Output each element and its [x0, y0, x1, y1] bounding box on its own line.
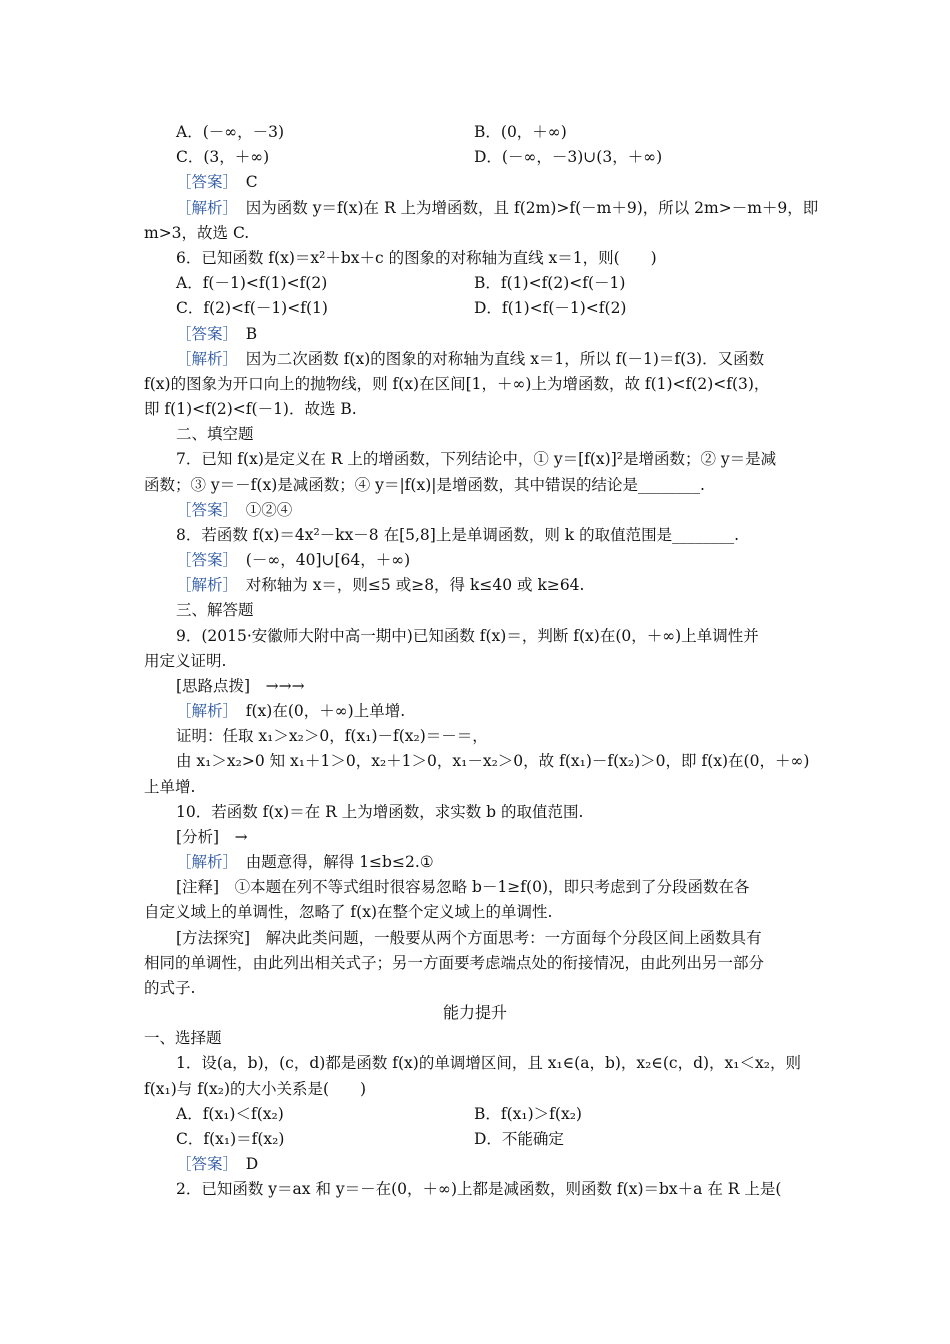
answer-tag: ［答案］ [176, 1155, 231, 1173]
analysis-line: ［解析］ 对称轴为 x＝，则≤5 或≥8，得 k≤40 或 k≥64. [176, 576, 585, 594]
answer-tag: ［答案］ [176, 501, 231, 519]
text-line: 自定义域上的单调性，忽略了 f(x)在整个定义域上的单调性. [144, 903, 553, 921]
text-line: m>3，故选 C. [144, 224, 250, 242]
option-b: B．(0，＋∞) [474, 123, 567, 141]
option-c: C．f(2)<f(－1)<f(1) [176, 299, 328, 317]
question-10: 10．若函数 f(x)＝在 R 上为增函数，求实数 b 的取值范围. [176, 803, 584, 821]
section-heading: 二、填空题 [176, 425, 254, 443]
part-title: 能力提升 [442, 1003, 507, 1022]
text-line: 上单增. [144, 778, 196, 796]
option-a: A．f(－1)<f(1)<f(2) [176, 274, 328, 292]
text-line: [方法探究] 解决此类问题，一般要从两个方面思考：一方面每个分段区间上函数具有 [176, 929, 762, 947]
answer-tag: ［答案］ [176, 325, 231, 343]
option-b: B．f(x₁)＞f(x₂) [474, 1105, 582, 1123]
section-heading: 一、选择题 [144, 1029, 222, 1047]
option-c: C．(3，＋∞) [176, 148, 270, 166]
text-line: f(x₁)与 f(x₂)的大小关系是( ) [144, 1080, 367, 1098]
option-a: A．f(x₁)＜f(x₂) [176, 1105, 284, 1123]
text-line: 相同的单调性，由此列出相关式子；另一方面要考虑端点处的衔接情况，由此列出另一部分 [144, 954, 765, 972]
text-line: 由 x₁＞x₂>0 知 x₁＋1＞0，x₂＋1＞0，x₁－x₂＞0，故 f(x₁)－f(x₂)＞0，即 f(x)在(0，＋∞) [176, 752, 810, 770]
option-b: B．f(1)<f(2)<f(－1) [474, 274, 626, 292]
option-d: D．(－∞，－3)∪(3，＋∞) [474, 148, 663, 166]
analysis-line: ［解析］ f(x)在(0，＋∞)上单增. [176, 702, 406, 720]
question-9: 9．(2015·安徽师大附中高一期中)已知函数 f(x)＝，判断 f(x)在(0，＋∞)上单调性并 [176, 627, 759, 645]
section-heading: 三、解答题 [176, 601, 254, 619]
answer-line: ［答案］ B [176, 325, 258, 343]
text-line: 即 f(1)<f(2)<f(－1)．故选 B. [144, 400, 357, 418]
text-line: 的式子. [144, 979, 196, 997]
analysis-line: ［解析］ 由题意得，解得 1≤b≤2.① [176, 853, 434, 871]
text-line: [注释] ①本题在列不等式组时很容易忽略 b－1≥f(0)，即只考虑到了分段函数在各 [176, 878, 750, 896]
answer-tag: ［答案］ [176, 173, 231, 191]
question-7: 7．已知 f(x)是定义在 R 上的增函数，下列结论中，① y＝[f(x)]²是增函数；② y＝是减 [176, 450, 777, 468]
text-line: f(x)的图象为开口向上的抛物线，则 f(x)在区间[1，＋∞)上为增函数，故 f(1)<f(2)<f(3)， [144, 375, 770, 393]
hint-line: [思路点拨] →→→ [176, 677, 305, 695]
analysis-tag: ［解析］ [176, 576, 231, 594]
text-line: 用定义证明. [144, 652, 227, 670]
answer-tag: ［答案］ [176, 551, 231, 569]
text-line: 函数；③ y＝－f(x)是减函数；④ y＝|f(x)|是增函数，其中错误的结论是________. [144, 476, 705, 494]
question-2: 2．已知函数 y＝ax 和 y＝－在(0，＋∞)上都是减函数，则函数 f(x)＝bx＋a 在 R 上是( [176, 1180, 782, 1198]
question-1: 1．设(a，b)，(c，d)都是函数 f(x)的单调增区间，且 x₁∈(a，b)，x₂∈(c，d)，x₁＜x₂，则 [176, 1054, 801, 1072]
answer-line: ［答案］ (－∞，40]∪[64，＋∞) [176, 551, 411, 569]
option-a: A．(－∞，－3) [176, 123, 285, 141]
analysis-line: ［解析］ 因为函数 y＝f(x)在 R 上为增函数，且 f(2m)>f(－m＋9)，所以 2m>－m＋9，即 [176, 199, 819, 217]
analysis-line: ［解析］ 因为二次函数 f(x)的图象的对称轴为直线 x＝1，所以 f(－1)＝f(3)．又函数 [176, 350, 765, 368]
option-d: D．f(1)<f(－1)<f(2) [474, 299, 627, 317]
question-6: 6．已知函数 f(x)＝x²＋bx＋c 的图象的对称轴为直线 x＝1，则( ) [176, 249, 657, 267]
answer-line: ［答案］ C [176, 173, 258, 191]
answer-line: ［答案］ D [176, 1155, 259, 1173]
analysis-tag: ［解析］ [176, 702, 231, 720]
option-c: C．f(x₁)＝f(x₂) [176, 1130, 285, 1148]
text-line: [分析] → [176, 828, 248, 846]
question-8: 8．若函数 f(x)＝4x²－kx－8 在[5,8]上是单调函数，则 k 的取值范围是________. [176, 526, 740, 544]
option-d: D．不能确定 [474, 1130, 564, 1148]
analysis-tag: ［解析］ [176, 350, 231, 368]
answer-line: ［答案］ ①②④ [176, 501, 293, 519]
text-line: 证明：任取 x₁＞x₂＞0，f(x₁)－f(x₂)＝－＝， [176, 727, 488, 745]
analysis-tag: ［解析］ [176, 853, 231, 871]
analysis-tag: ［解析］ [176, 199, 231, 217]
